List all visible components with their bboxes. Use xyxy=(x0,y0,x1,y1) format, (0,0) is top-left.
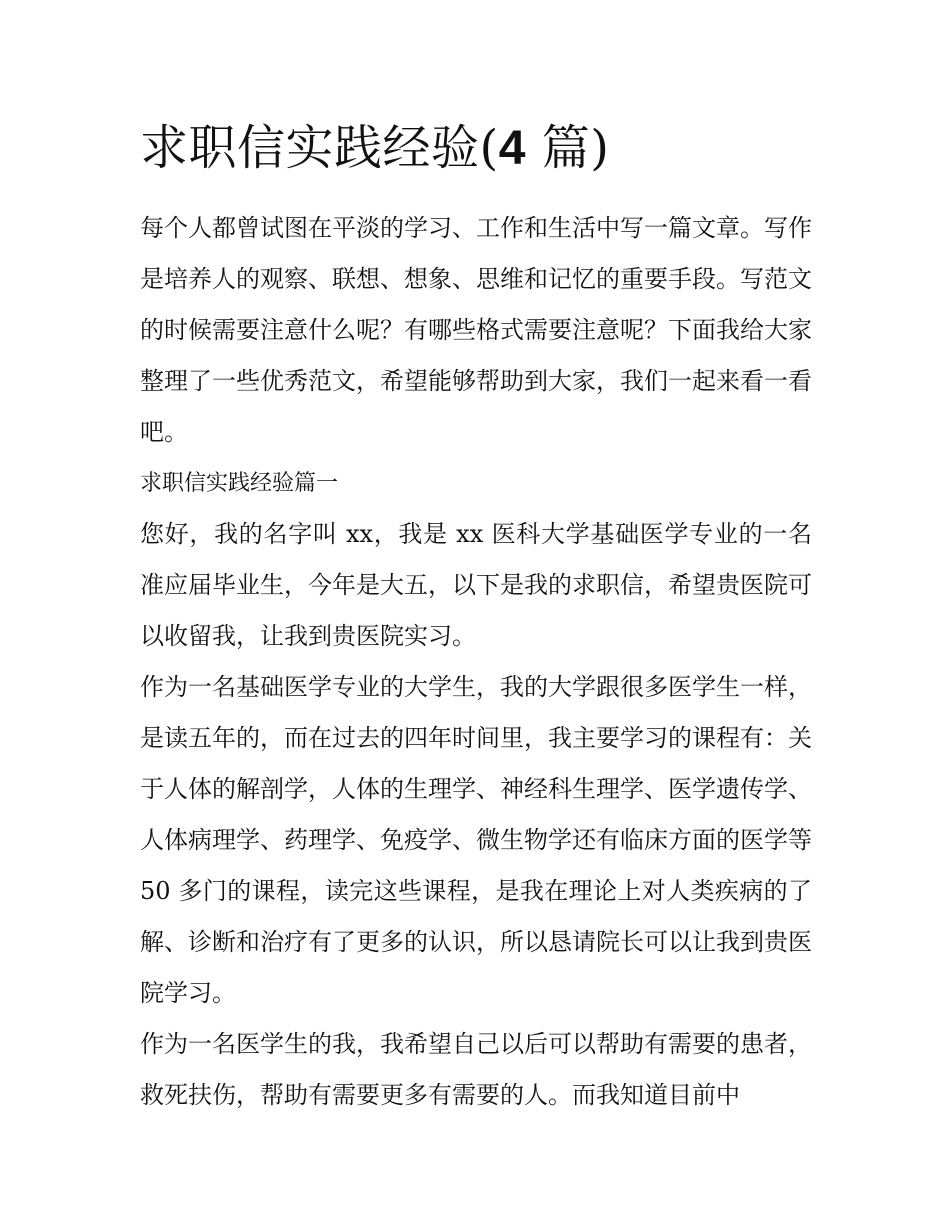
intro-paragraph: 每个人都曾试图在平淡的学习、工作和生活中写一篇文章。写作是培养人的观察、联想、想象、思维和记忆的重要手段。写范文的时候需要注意什么呢？有哪些格式需要注意呢？下面我给大家整理了一些优秀范文，希望能够帮助到大家，我们一起来看一看吧。 xyxy=(140,214,812,446)
title-tail: 篇) xyxy=(525,120,610,176)
body-paragraph-3: 作为一名医学生的我，我希望自己以后可以帮助有需要的患者，救死扶伤，帮助有需要更多有需要的人。而我知道目前中 xyxy=(140,1030,812,1109)
section-heading: 求职信实践经验篇一 xyxy=(140,471,339,496)
document-title xyxy=(140,112,812,185)
title-text: 求职信实践经验( xyxy=(140,120,499,176)
title-number: 4 xyxy=(498,122,526,175)
body-paragraph-1: 您好，我的名字叫 xx，我是 xx 医科大学基础医学专业的一名准应届毕业生，今年是大五，以下是我的求职信，希望贵医院可以收留我，让我到贵医院实习。 xyxy=(140,520,812,650)
document-page xyxy=(140,112,812,1121)
body-paragraph-2: 作为一名基础医学专业的大学生，我的大学跟很多医学生一样，是读五年的，而在过去的四年时间里，我主要学习的课程有：关于人体的解剖学，人体的生理学、神经科生理学、医学遗传学、人体病理学、药理学、免疫学、微生物学还有临床方面的医学等 50 多门的课程，读完这些课程，是我在理论上对人类疾病的了解、诊断和治疗有了更多的认识，所以恳请院长可以让我到贵医院学习。 xyxy=(140,673,812,1007)
